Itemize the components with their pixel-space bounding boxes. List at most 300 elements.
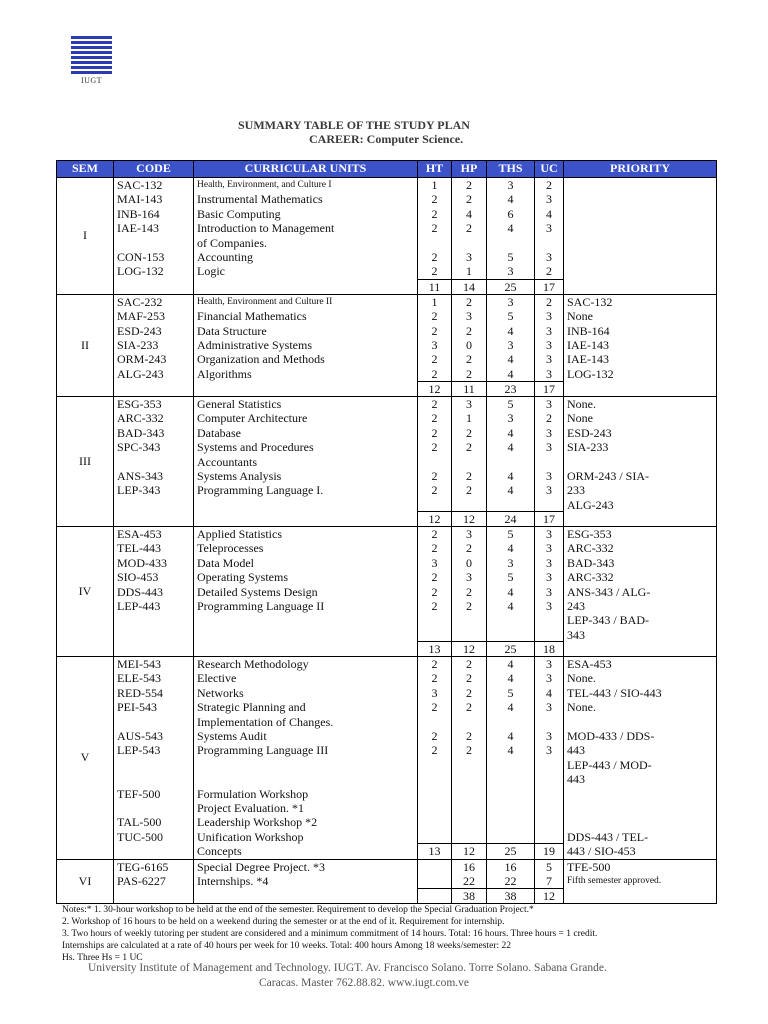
ht-line: 2 (431, 671, 438, 686)
hp-line: 2 (466, 221, 472, 236)
total-cell: 12 (535, 889, 564, 904)
note-line: Notes:* 1. 30-hour workshop to be held at the end of the semester. Requirement to develop the Special Graduation Project.* (62, 905, 534, 915)
table-header-row (57, 161, 717, 178)
career-subtitle: CAREER: Computer Science. (309, 132, 464, 146)
ths-line: 4 (507, 671, 514, 686)
priority-cell (564, 859, 717, 904)
hp-line: 2 (466, 366, 472, 381)
ths-line: 3 (507, 178, 514, 192)
units-line: Algorithms (197, 366, 252, 381)
hp-line: 2 (466, 323, 472, 338)
code-line: ELE-543 (117, 671, 161, 686)
semester-cell: III (57, 397, 114, 527)
hp-line: 16 (463, 859, 475, 874)
ths-line: 3 (507, 337, 514, 352)
total-cell: 12 (452, 844, 487, 859)
units-cell (194, 657, 418, 859)
uc-line: 2 (546, 178, 552, 192)
code-line: ESD-243 (117, 323, 162, 338)
hp-line: 3 (466, 309, 472, 324)
hp-line: 4 (466, 206, 472, 221)
ths-line: 5 (507, 397, 514, 412)
priority-line (564, 801, 716, 815)
ths-line: 5 (507, 249, 514, 264)
total-cell (418, 889, 452, 904)
priority-line: SIA-233 (567, 440, 609, 455)
column-header: UC (535, 161, 564, 178)
total-cell: 18 (535, 642, 564, 657)
units-line: Financial Mathematics (197, 309, 307, 324)
ths-cell (487, 527, 535, 642)
ht-line (418, 715, 451, 729)
ht-cell (418, 397, 452, 512)
code-line: SAC-132 (117, 178, 163, 192)
hp-line: 3 (466, 527, 472, 542)
hp-line: 0 (466, 337, 472, 352)
uc-line: 4 (546, 206, 552, 221)
column-header: SEM (57, 161, 114, 178)
note-line: 3. Two hours of weekly tutoring per student are considered and a minimum commitment of 14 hours. Total: 16 hours. Three hours = 1 credit. (62, 929, 598, 939)
code-line: MOD-433 (117, 555, 167, 570)
priority-line: ESD-243 (567, 425, 612, 440)
total-cell: 38 (452, 889, 487, 904)
hp-line: 2 (466, 729, 472, 744)
ths-cell (487, 294, 535, 381)
column-header: CODE (114, 161, 194, 178)
units-line: Concepts (197, 844, 242, 859)
units-line: Programming Language II (197, 599, 325, 614)
units-line: Teleprocesses (197, 541, 264, 556)
units-line: Implementation of Changes. (197, 714, 334, 729)
total-cell: 12 (418, 512, 452, 527)
ht-line: 2 (431, 249, 438, 264)
code-cell (114, 859, 194, 904)
units-line: Operating Systems (197, 570, 288, 585)
units-line: Logic (197, 264, 225, 279)
code-line (114, 715, 193, 729)
ht-line: 3 (431, 685, 438, 700)
priority-cell (564, 527, 717, 657)
ht-line (418, 860, 451, 874)
semester-row (57, 859, 717, 889)
uc-line: 3 (546, 309, 552, 324)
priority-line (564, 815, 716, 829)
hp-line (452, 455, 486, 469)
uc-cell (535, 178, 564, 280)
units-cell (194, 397, 418, 527)
ht-line: 2 (431, 657, 438, 672)
ht-line: 2 (431, 440, 438, 455)
priority-line: IAE-143 (567, 352, 609, 367)
code-line: LEP-543 (117, 743, 161, 758)
hp-line: 3 (466, 249, 472, 264)
priority-line: LEP-343 / BAD- (567, 613, 649, 628)
code-line: ESG-353 (117, 397, 162, 412)
priority-line: 443 (567, 772, 585, 787)
priority-line: None (567, 411, 593, 426)
total-cell: 12 (452, 512, 487, 527)
total-cell: 25 (487, 642, 535, 657)
note-line: Internships are calculated at a rate of 40 hours per week for 10 weeks. Total: 400 hours Among 18 weeks/semester: 22 (62, 941, 511, 951)
hp-line: 2 (466, 685, 472, 700)
hp-line: 3 (466, 397, 472, 412)
semester-cell: I (57, 178, 114, 295)
ths-line: 4 (507, 221, 514, 236)
ths-line: 6 (507, 206, 514, 221)
hp-line: 2 (466, 700, 472, 715)
semester-row (57, 527, 717, 642)
code-line: ARC-332 (117, 411, 164, 426)
uc-line: 3 (546, 657, 552, 672)
code-line: SAC-232 (117, 294, 163, 309)
ht-line: 2 (431, 527, 438, 542)
code-line: AUS-543 (117, 729, 164, 744)
ths-line: 4 (507, 425, 514, 440)
ths-line: 4 (507, 469, 514, 484)
units-line: Detailed Systems Design (197, 584, 318, 599)
priority-line: IAE-143 (567, 337, 609, 352)
uc-line: 3 (546, 337, 552, 352)
units-line: of Companies. (197, 235, 267, 250)
priority-cell (564, 294, 717, 396)
priority-line: 443 / SIO-453 (567, 844, 636, 859)
uc-line: 3 (546, 527, 552, 542)
ht-cell (418, 657, 452, 844)
footer-address: University Institute of Management and Technology. IUGT. Av. Francisco Solano. Torre Solano. Sabana Grande. (88, 962, 607, 974)
ht-line: 1 (431, 178, 438, 192)
hp-line: 2 (466, 178, 472, 192)
code-line: LEP-443 (117, 599, 161, 614)
priority-line: ESG-353 (567, 527, 612, 542)
units-line: Programming Language III (197, 743, 329, 758)
code-line (114, 455, 193, 469)
units-line: Database (197, 425, 241, 440)
priority-line: ARC-332 (567, 570, 614, 585)
hp-line: 1 (466, 264, 472, 279)
uc-line: 3 (546, 249, 552, 264)
units-line: Research Methodology (197, 657, 309, 672)
ths-cell (487, 397, 535, 512)
priority-line: TFE-500 (567, 859, 611, 874)
ht-cell (418, 294, 452, 381)
priority-line: ARC-332 (567, 541, 614, 556)
total-cell: 17 (535, 382, 564, 397)
semester-cell: VI (57, 859, 114, 904)
ht-line: 2 (431, 469, 438, 484)
units-line: Special Degree Project. *3 (197, 859, 325, 874)
ht-line: 2 (431, 743, 438, 758)
code-line: LEP-343 (117, 483, 161, 498)
note-line: Hs. Three Hs = 1 UC (62, 953, 143, 963)
ht-cell (418, 527, 452, 642)
ht-cell (418, 178, 452, 280)
hp-line: 2 (466, 469, 472, 484)
priority-line: ANS-343 / ALG- (567, 584, 651, 599)
hp-line: 2 (466, 440, 472, 455)
ths-line: 4 (507, 657, 514, 672)
ht-line: 2 (431, 729, 438, 744)
ths-line: 4 (507, 729, 514, 744)
units-line: Basic Computing (197, 206, 281, 221)
hp-cell (452, 527, 487, 642)
ths-line: 4 (507, 366, 514, 381)
units-line: Accounting (197, 249, 253, 264)
total-cell: 25 (487, 844, 535, 859)
total-cell: 17 (535, 512, 564, 527)
ths-line: 4 (507, 599, 514, 614)
ht-line: 2 (431, 599, 438, 614)
ht-line: 2 (431, 309, 438, 324)
ht-line (418, 455, 451, 469)
units-line: Systems Analysis (197, 469, 282, 484)
uc-line: 3 (546, 743, 552, 758)
priority-line (564, 455, 716, 469)
code-line: MEI-543 (117, 657, 161, 672)
ths-line: 4 (507, 584, 514, 599)
uc-line: 2 (546, 411, 552, 426)
footnotes (62, 904, 742, 964)
priority-line: ESA-453 (567, 657, 612, 672)
ht-line: 2 (431, 584, 438, 599)
ht-line: 2 (431, 192, 438, 207)
semester-row (57, 294, 717, 381)
hp-cell (452, 178, 487, 280)
uc-line (535, 236, 563, 250)
uc-line: 3 (546, 541, 552, 556)
priority-line: ORM-243 / SIA- (567, 469, 650, 484)
ht-line: 2 (431, 366, 438, 381)
total-cell: 17 (535, 279, 564, 294)
code-line: PAS-6227 (117, 873, 166, 888)
code-cell (114, 397, 194, 527)
units-line: General Statistics (197, 397, 282, 412)
priority-line: None. (567, 671, 596, 686)
code-cell (114, 657, 194, 859)
ht-line: 2 (431, 570, 438, 585)
uc-line (535, 715, 563, 729)
uc-line: 3 (546, 440, 552, 455)
ht-line: 2 (431, 206, 438, 221)
ht-line: 2 (431, 397, 438, 412)
hp-line: 2 (466, 671, 472, 686)
ths-line: 5 (507, 527, 514, 542)
uc-line: 3 (546, 671, 552, 686)
units-cell (194, 178, 418, 295)
units-line: Administrative Systems (197, 337, 312, 352)
code-line: SIA-233 (117, 337, 159, 352)
ths-line: 3 (507, 411, 514, 426)
ht-line: 2 (431, 425, 438, 440)
code-line: BAD-343 (117, 425, 165, 440)
uc-line: 5 (546, 859, 552, 874)
hp-line (452, 715, 486, 729)
uc-line: 3 (546, 570, 552, 585)
ths-line: 3 (507, 555, 514, 570)
units-line: Elective (197, 671, 237, 686)
hp-line: 0 (466, 555, 472, 570)
units-line: Introduction to Management (197, 221, 335, 236)
units-line: Applied Statistics (197, 527, 282, 542)
ths-line: 4 (507, 352, 514, 367)
hp-line: 2 (466, 599, 472, 614)
uc-cell (535, 527, 564, 642)
code-line: TAL-500 (117, 815, 162, 830)
priority-line: None. (567, 397, 596, 412)
units-line (194, 758, 417, 772)
uc-line: 3 (546, 352, 552, 367)
uc-line: 3 (546, 221, 552, 236)
units-line: Project Evaluation. *1 (197, 800, 304, 815)
ht-line: 1 (431, 294, 438, 309)
units-line: Strategic Planning and (197, 700, 306, 715)
code-line: SPC-343 (117, 440, 161, 455)
ht-line (418, 874, 451, 888)
units-line: Data Model (197, 555, 254, 570)
hp-line: 2 (466, 657, 472, 672)
units-line: Systems Audit (197, 729, 267, 744)
ht-line: 2 (431, 323, 438, 338)
semester-cell: V (57, 657, 114, 859)
units-line: Health, Environment and Culture II (197, 296, 333, 307)
priority-line: ALG-243 (567, 497, 614, 512)
semester-cell: II (57, 294, 114, 396)
units-cell (194, 294, 418, 396)
ths-line: 5 (507, 685, 514, 700)
uc-line: 2 (546, 264, 552, 279)
priority-line: None. (567, 700, 596, 715)
priority-line: BAD-343 (567, 555, 615, 570)
units-line: Networks (197, 685, 244, 700)
priority-cell (564, 397, 717, 527)
hp-line: 3 (466, 570, 472, 585)
ht-line (418, 236, 451, 250)
units-line: Unification Workshop (197, 829, 304, 844)
priority-line: MOD-433 / DDS- (567, 729, 655, 744)
units-line: Accountants (197, 454, 257, 469)
priority-cell (564, 178, 717, 295)
priority-line: None (567, 309, 593, 324)
uc-line: 3 (546, 700, 552, 715)
iugt-logo (71, 36, 112, 85)
code-line: SIO-453 (117, 570, 159, 585)
ths-line: 4 (507, 541, 514, 556)
ths-line: 5 (507, 570, 514, 585)
column-header: HP (452, 161, 487, 178)
column-header: THS (487, 161, 535, 178)
ht-line: 2 (431, 483, 438, 498)
priority-cell (564, 657, 717, 859)
code-line: TEL-443 (117, 541, 161, 556)
ths-line: 4 (507, 483, 514, 498)
hp-line: 2 (466, 192, 472, 207)
hp-line: 2 (466, 584, 472, 599)
ths-cell (487, 859, 535, 889)
semester-cell: IV (57, 527, 114, 657)
code-line: CON-153 (117, 249, 165, 264)
code-line: PEI-543 (117, 700, 157, 715)
code-cell (114, 294, 194, 396)
units-line: Instrumental Mathematics (197, 192, 323, 207)
column-header: CURRICULAR UNITS (194, 161, 418, 178)
units-line: Health, Environment, and Culture I (197, 180, 332, 190)
hp-cell (452, 859, 487, 889)
total-cell: 13 (418, 642, 452, 657)
ht-line: 2 (431, 411, 438, 426)
code-line (114, 772, 193, 786)
code-cell (114, 178, 194, 295)
hp-line: 22 (463, 873, 475, 888)
ths-line: 4 (507, 323, 514, 338)
ht-line: 3 (431, 555, 438, 570)
uc-line: 3 (546, 366, 552, 381)
hp-cell (452, 294, 487, 381)
ths-cell (487, 657, 535, 844)
code-cell (114, 527, 194, 657)
uc-line: 3 (546, 584, 552, 599)
priority-line (564, 715, 716, 729)
hp-cell (452, 397, 487, 512)
uc-cell (535, 859, 564, 889)
semester-row (57, 657, 717, 844)
units-line: Systems and Procedures (197, 440, 314, 455)
ths-line: 3 (507, 294, 514, 309)
code-line (114, 236, 193, 250)
hp-cell (452, 657, 487, 844)
hp-line: 2 (466, 541, 472, 556)
priority-line: DDS-443 / TEL- (567, 829, 649, 844)
total-cell: 14 (452, 279, 487, 294)
code-line: ANS-343 (117, 469, 164, 484)
ths-line: 3 (507, 264, 514, 279)
priority-line: 233 (567, 483, 585, 498)
uc-line: 3 (546, 469, 552, 484)
units-cell (194, 859, 418, 904)
units-line (194, 772, 417, 786)
code-line: ALG-243 (117, 366, 164, 381)
priority-line: 243 (567, 599, 585, 614)
uc-line: 7 (546, 873, 552, 888)
ht-line: 3 (431, 337, 438, 352)
ht-line: 2 (431, 264, 438, 279)
code-line: ORM-243 (117, 352, 167, 367)
total-cell: 11 (452, 382, 487, 397)
code-line: IAE-143 (117, 221, 159, 236)
hp-line: 2 (466, 743, 472, 758)
units-line: Organization and Methods (197, 352, 325, 367)
priority-line: 443 (567, 743, 585, 758)
code-line: DDS-443 (117, 584, 164, 599)
total-cell: 19 (535, 844, 564, 859)
study-plan-table (56, 160, 717, 904)
units-cell (194, 527, 418, 657)
ths-line (487, 455, 534, 469)
ths-line: 4 (507, 700, 514, 715)
priority-line: TEL-443 / SIO-443 (567, 685, 662, 700)
priority-line: LOG-132 (567, 366, 614, 381)
column-header: HT (418, 161, 452, 178)
code-line: INB-164 (117, 206, 160, 221)
semester-row (57, 178, 717, 280)
ths-line: 4 (507, 440, 514, 455)
document-title: SUMMARY TABLE OF THE STUDY PLAN (238, 118, 470, 132)
uc-cell (535, 294, 564, 381)
hp-line: 2 (466, 483, 472, 498)
hp-line (452, 236, 486, 250)
uc-line: 3 (546, 323, 552, 338)
column-header: PRIORITY (564, 161, 717, 178)
ths-line: 4 (507, 743, 514, 758)
uc-cell (535, 397, 564, 512)
